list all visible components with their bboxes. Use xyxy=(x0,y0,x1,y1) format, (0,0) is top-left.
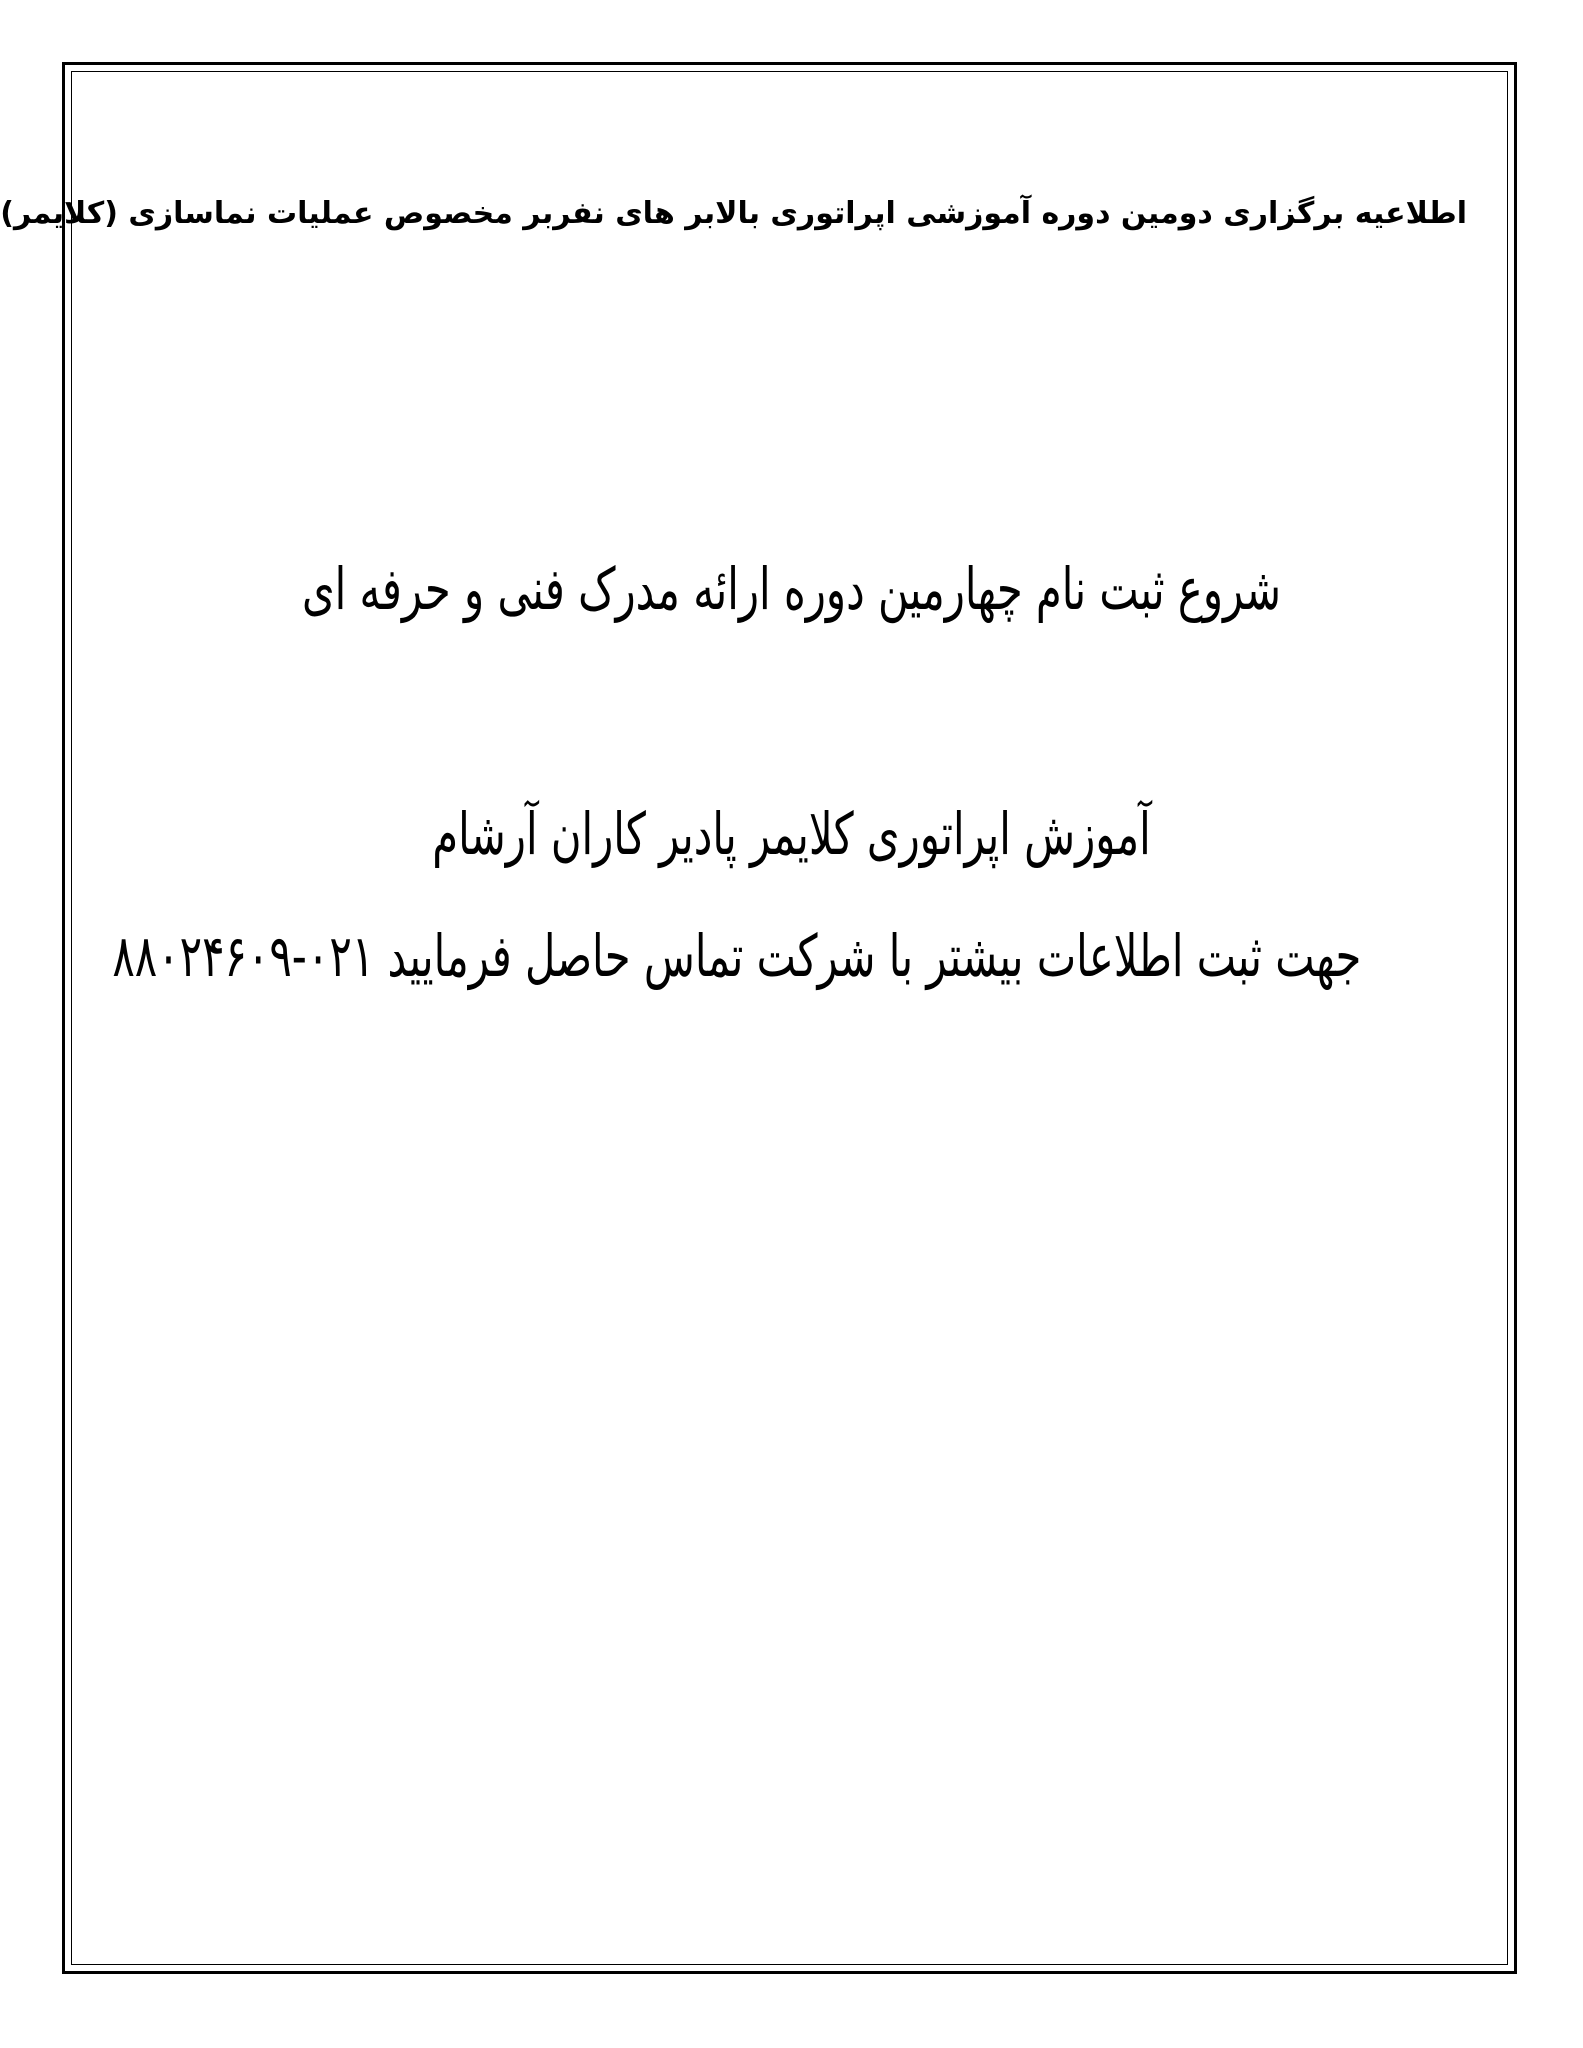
announcement-header: اطلاعیه برگزاری دومین دوره آموزشی اپراتوری بالابر های نفربر مخصوص عملیات نماسازی (کلایمر) xyxy=(0,196,1467,231)
registration-headline: شروع ثبت نام چهارمین دوره ارائه مدرک فنی و حرفه ای xyxy=(301,555,1282,623)
page-border-inner xyxy=(71,71,1508,1965)
course-subtitle: آموزش اپراتوری کلایمر پادیر کاران آرشام xyxy=(432,800,1151,868)
contact-line: جهت ثبت اطلاعات بیشتر با شرکت تماس حاصل فرمایید ۰۲۱-۸۸۰۲۴۶۰۹ xyxy=(112,922,1362,990)
